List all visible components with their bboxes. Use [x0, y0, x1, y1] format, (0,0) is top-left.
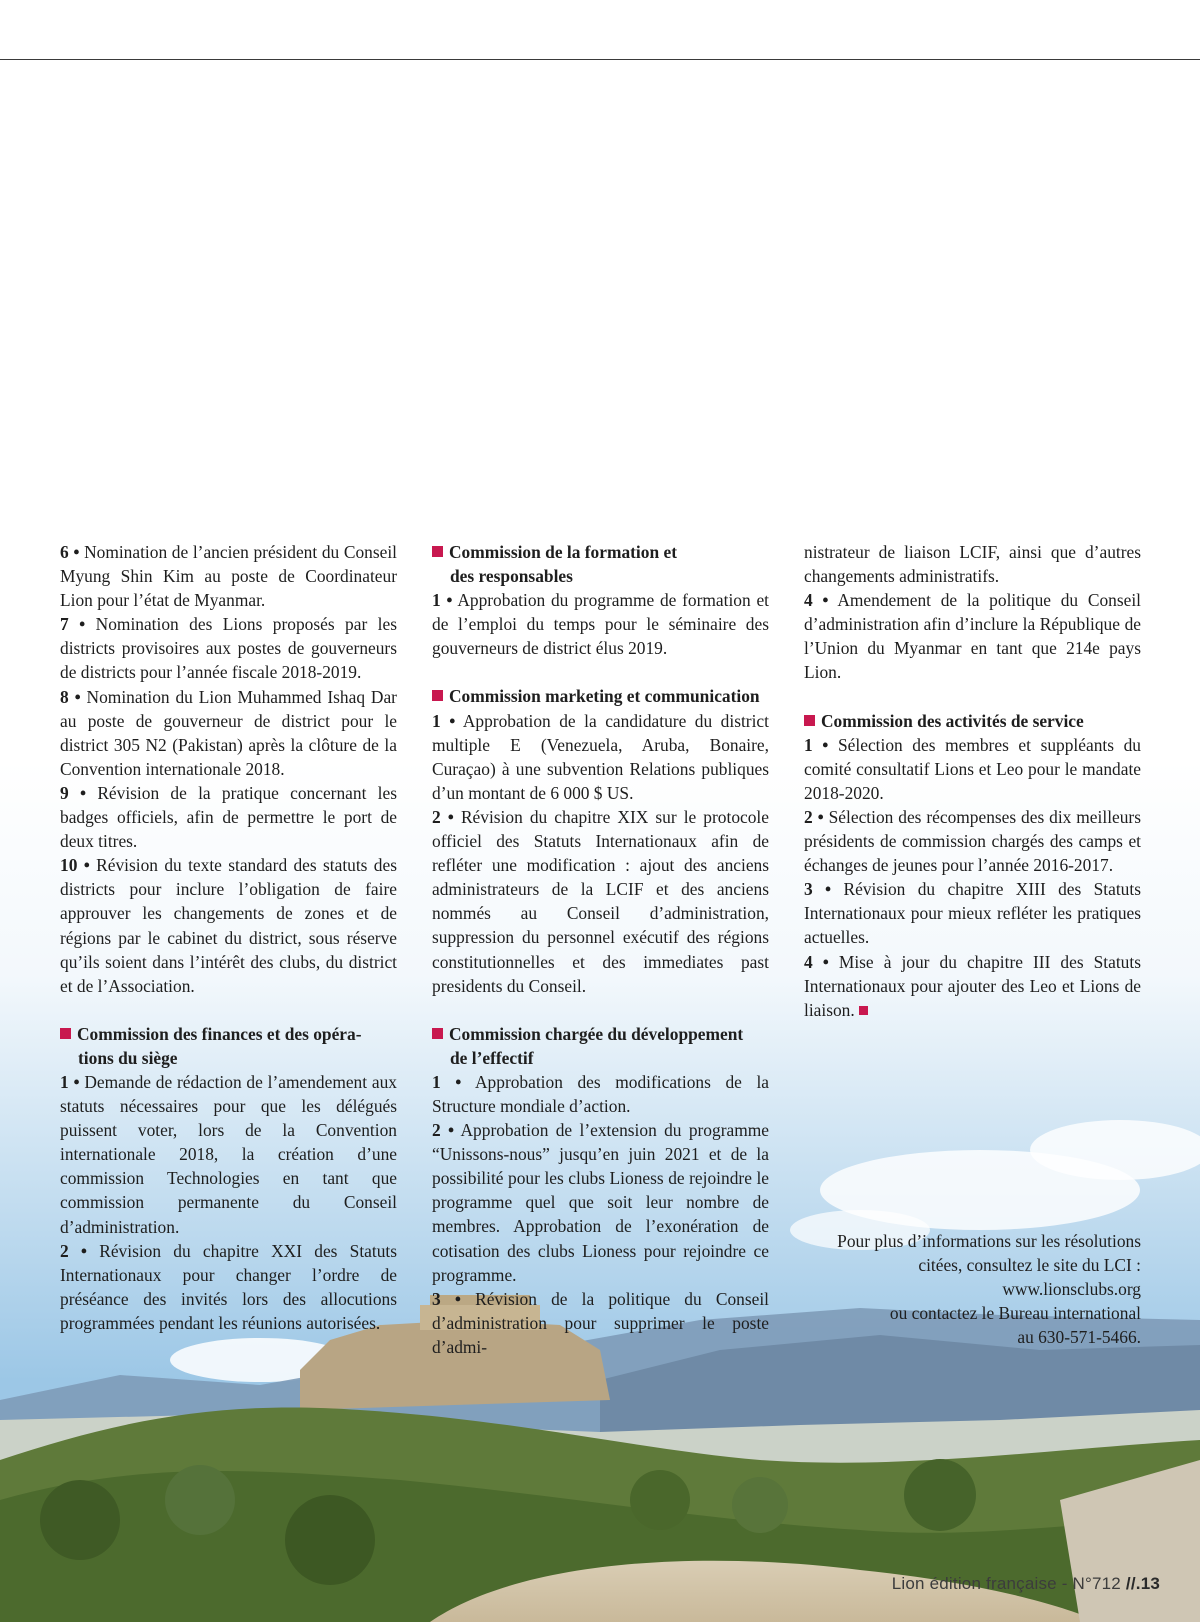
- info-line: citées, consultez le site du LCI :: [918, 1255, 1141, 1275]
- resolution-item: 1 • Approbation de la candidature du district multiple E (Venezuela, Aruba, Bonaire, Curaçao) à une subvention Relations publiques d’un montant de 6 000 $ US.: [432, 710, 769, 803]
- footer-separator: //: [1125, 1574, 1136, 1593]
- resolution-item: 4 • Amendement de la politique du Conseil d’administration afin d’inclure la République de l’Union du Myanmar en tant que 214e pays Lion.: [804, 590, 1142, 683]
- column-1: [60, 540, 397, 1335]
- section-heading-service: Commission des activités de service: [804, 709, 1141, 733]
- top-rule: [0, 59, 1200, 60]
- resolution-item: 4 • Mise à jour du chapitre III des Statuts Internationaux pour ajouter des Leo et Lions de liaison.: [804, 951, 1141, 1020]
- section-heading-finance: Commission des finances et des opéra- tions du siège: [60, 1022, 397, 1070]
- resolution-item: 1 • Demande de rédaction de l’amendement aux statuts nécessaires pour que les délégués puissent voter, lors de la Convention internationale 2018, la création d’une commission Technologies en tant que commission permanente du Conseil d’administration.: [60, 1071, 397, 1237]
- resolution-item: 10 • Révision du texte standard des statuts des districts pour inclure l’obligation de faire approuver les changements de zones et de régions par le cabinet du district, sous réserve qu’ils soient dans l’intérêt des clubs, du district et de l’Association.: [60, 855, 397, 996]
- resolution-item: 7 • Nomination des Lions proposés par les districts provisoires aux postes de gouverneurs de districts pour l’année fiscale 2018-2019.: [60, 614, 398, 683]
- phone-number: au 630-571-5466.: [1017, 1327, 1141, 1347]
- resolution-item: 2 • Révision du chapitre XIX sur le protocole officiel des Statuts Internationaux afin de refléter une modification : ajout des anciens administrateurs de la LCIF et des anciens nommés au Conseil d’administration, suppression du personnel exécutif des régions constitutionnelles et des immediates past presidents du Conseil.: [432, 806, 769, 996]
- column-2: [432, 540, 769, 1359]
- resolution-item: 2 • Approbation de l’extension du programme “Unissons-nous” jusqu’en juin 2021 et de la possibilité pour les clubs Lioness de rejoindre le programme quel que soit leur nombre de membres. Approbation de l’exonération de cotisation des clubs Lioness pour rejoindre ce programme.: [432, 1120, 769, 1285]
- section-heading-training: Commission de la formation et des responsables: [432, 540, 769, 588]
- page-number: .13: [1135, 1574, 1160, 1593]
- bullet-square-icon: [60, 1028, 71, 1039]
- info-line: ou contactez le Bureau international: [889, 1303, 1141, 1323]
- resolution-item: 1 • Approbation des modifications de la Structure mondiale d’action.: [432, 1071, 769, 1116]
- page-footer: [892, 1574, 1160, 1594]
- section-heading-marketing: Commission marketing et communication: [432, 684, 769, 708]
- bullet-square-icon: [432, 546, 443, 557]
- publication-name: Lion édition française - N°712: [891, 1574, 1121, 1593]
- bullet-square-icon: [804, 715, 815, 726]
- bullet-square-icon: [432, 690, 443, 701]
- website-link[interactable]: www.lionsclubs.org: [1002, 1279, 1141, 1299]
- bullet-square-icon: [432, 1028, 443, 1039]
- resolution-item: 2 • Sélection des récompenses des dix meilleurs présidents de commission chargés des camps et échanges de jeunes pour l’année 2016-2017.: [804, 806, 1141, 876]
- column-3: [804, 540, 1141, 1022]
- resolution-item: 1 • Sélection des membres et suppléants du comité consultatif Lions et Leo pour le mandate 2018-2020.: [804, 734, 1141, 803]
- more-info-box: [821, 1229, 1141, 1349]
- resolution-item: 2 • Révision du chapitre XXI des Statuts Internationaux pour changer l’ordre de préséance des invités lors des allocutions programmées pendant les réunions autorisées.: [60, 1240, 397, 1333]
- resolution-item: 3 • Révision de la politique du Conseil d’administration pour supprimer le poste d’admi-: [432, 1288, 769, 1357]
- resolution-item: 8 • Nomination du Lion Muhammed Ishaq Dar au poste de gouverneur de district pour le district 305 N2 (Pakistan) après la clôture de la Convention internationale 2018.: [60, 686, 397, 779]
- resolution-item: 1 • Approbation du programme de formation et de l’emploi du temps pour le séminaire des gouverneurs de district élus 2019.: [432, 590, 769, 659]
- resolution-continuation: nistrateur de liaison LCIF, ainsi que d’autres changements administratifs.: [804, 542, 1141, 587]
- end-mark-icon: [859, 1006, 868, 1015]
- resolution-item: 3 • Révision du chapitre XIII des Statuts Internationaux pour mieux refléter les pratiques actuelles.: [804, 879, 1141, 948]
- resolution-item: 6 • Nomination de l’ancien président du Conseil Myung Shin Kim au poste de Coordinateur Lion pour l’état de Myanmar.: [60, 542, 397, 611]
- resolution-item: 9 • Révision de la pratique concernant les badges officiels, afin de permettre le port de deux titres.: [60, 782, 397, 852]
- section-heading-membership: Commission chargée du développement de l’effectif: [432, 1022, 769, 1070]
- info-line: Pour plus d’informations sur les résolutions: [837, 1231, 1141, 1251]
